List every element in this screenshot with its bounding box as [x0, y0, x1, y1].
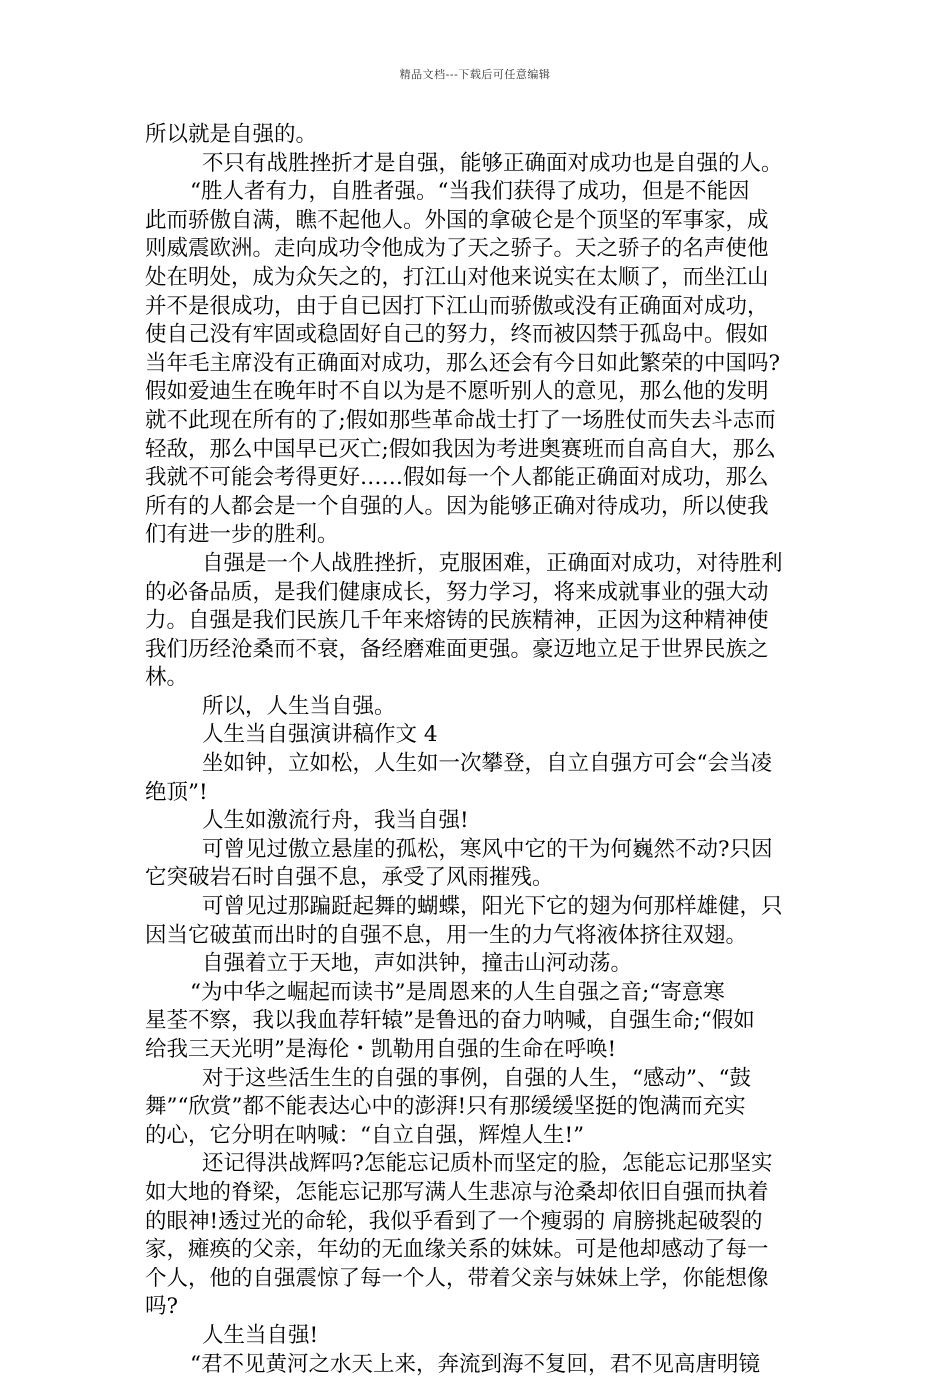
text-line: 我们历经沧桑而不衰，备经磨难面更强。豪迈地立足于世界民族之 [145, 636, 769, 662]
text-line: 可曾见过那蹁跹起舞的蝴蝶，阳光下它的翅为何那样雄健，只 [202, 894, 783, 920]
text-line: 人生当自强演讲稿作文 4 [202, 722, 438, 748]
text-line: 们有进一步的胜利。 [145, 522, 339, 548]
text-line: 此而骄傲自满，瞧不起他人。外国的拿破仑是个顶坚的军事家，成 [145, 207, 769, 233]
text-line: 给我三天光明”是海伦・凯勒用自强的生命在呼唤! [145, 1037, 617, 1062]
text-line: 还记得洪战辉吗?怎能忘记质朴而坚定的脸，怎能忘记那坚实 [202, 1151, 773, 1177]
text-line: 人生如激流行舟，我当自强! [202, 808, 469, 834]
text-line: 力。自强是我们民族几千年来熔铸的民族精神，正因为这种精神使 [145, 608, 769, 634]
text-line: 人生当自强! [202, 1322, 319, 1348]
text-line: 个人，他的自强震惊了每一个人，带着父亲与妹妹上学，你能想像 [145, 1265, 769, 1291]
text-line: 处在明处，成为众矢之的，打江山对他来说实在太顺了，而坐江山 [145, 264, 769, 290]
text-line: 轻敌，那么中国早已灭亡;假如我因为考进奥赛班而自高自大，那么 [145, 436, 776, 462]
text-line: 所以，人生当自强。 [202, 693, 396, 719]
text-line: 因当它破茧而出时的自强不息，用一生的力气将液体挤往双翅。 [145, 922, 748, 948]
text-line: 如大地的脊梁，怎能忘记那写满人生悲凉与沧桑却依旧自强而执着 [145, 1179, 769, 1205]
text-line: 绝顶”! [145, 779, 208, 805]
text-line: “为中华之崛起而读书”是周恩来的人生自强之音;“寄意寒 [190, 979, 725, 1005]
text-line: 的心，它分明在呐喊：“自立自强，辉煌人生!” [145, 1122, 585, 1148]
text-line: 林。 [145, 665, 189, 691]
text-line: 并不是很成功，由于自已因打下江山而骄傲或没有正确面对成功， [145, 293, 769, 319]
text-line: 自强着立于天地，声如洪钟，撞击山河动荡。 [202, 951, 633, 977]
text-line: 就不此现在所有的了;假如那些革命战士打了一场胜仗而失去斗志而 [145, 407, 776, 433]
text-line: 星荃不察，我以我血荐轩辕”是鲁迅的奋力呐喊，自强生命;“假如 [145, 1008, 755, 1034]
document-body [145, 121, 810, 1379]
text-line: 对于这些活生生的自强的事例，自强的人生，“感动”、“鼓 [202, 1065, 751, 1091]
text-line: “君不见黄河之水天上来，奔流到海不复回，君不见高唐明镜 [190, 1351, 760, 1377]
text-line: 家，瘫痪的父亲，年幼的无血缘关系的妹妹。可是他却感动了每一 [145, 1237, 769, 1263]
text-line: 可曾见过傲立悬崖的孤松，寒风中它的干为何巍然不动?只因 [202, 836, 773, 862]
text-line: 当年毛主席没有正确面对成功，那么还会有今日如此繁荣的中国吗? [145, 350, 781, 376]
text-line: 假如爱迪生在晚年时不自以为是不愿听别人的意见，那么他的发明 [145, 379, 769, 405]
text-line: 所有的人都会是一个自强的人。因为能够正确对待成功，所以使我 [145, 493, 769, 519]
text-line: 的必备品质，是我们健康成长，努力学习，将来成就事业的强大动 [145, 579, 769, 605]
text-line: 则威震欧洲。走向成功令他成为了天之骄子。天之骄子的名声使他 [145, 236, 769, 262]
text-line: 的眼神!透过光的命轮，我似乎看到了一个瘦弱的 肩膀挑起破裂的 [145, 1208, 763, 1234]
text-line: 坐如钟，立如松，人生如一次攀登，自立自强方可会“会当凌 [202, 751, 772, 777]
text-line: 舞”“欣赏”都不能表达心中的澎湃!只有那缓缓坚挺的饱满而充实 [145, 1094, 746, 1120]
text-line: 吗? [145, 1294, 179, 1320]
text-line: 我就不可能会考得更好……假如每一个人都能正确面对成功，那么 [145, 465, 769, 491]
text-line: “胜人者有力，自胜者强。“当我们获得了成功，但是不能因 [190, 179, 750, 205]
text-line: 自强是一个人战胜挫折，克服困难，正确面对成功，对待胜利 [202, 550, 783, 576]
text-line: 不只有战胜挫折才是自强，能够正确面对成功也是自强的人。 [202, 150, 783, 176]
page-header: 精品文档---下载后可任意编辑 [399, 68, 551, 81]
text-line: 所以就是自强的。 [145, 122, 318, 147]
text-line: 使自己没有牢固或稳固好自己的努力，终而被囚禁于孤岛中。假如 [145, 322, 769, 348]
text-line: 它突破岩石时自强不息，承受了风雨摧残。 [145, 865, 554, 891]
